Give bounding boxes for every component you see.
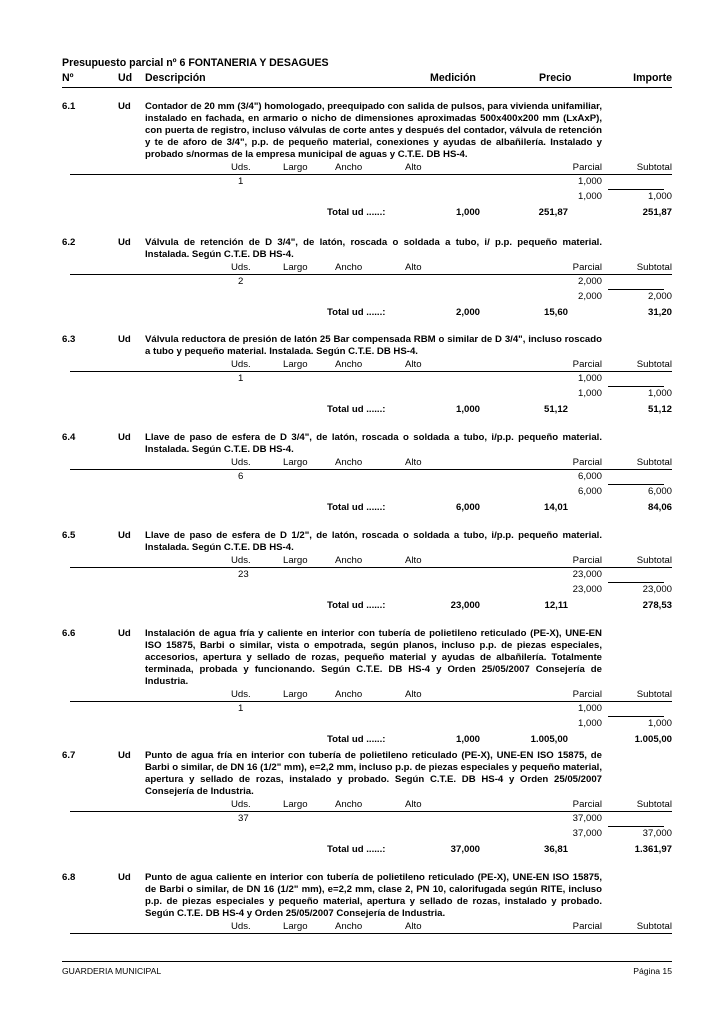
- meas-header-largo: Largo: [283, 457, 308, 468]
- item-description: Contador de 20 mm (3/4") homologado, preequipado con salida de pulsos, para vivienda unifamiliar, instalado en fachada, en armario o nicho de dimensiones aproximadas 500x400x200 mm (LxAxP), con puerta de registro, incluso válvulas de corte antes y después del contador, válvula de retención y te de aforo de 3/4", p.p. de pequeño material, conexiones y ayudas de albañilería. Instalado y probado s/normas de la empresa municipal de aguas y C.T.E. DB HS-4.: [145, 101, 602, 160]
- total-medicion: 6,000: [455, 502, 480, 513]
- meas-header-uds: Uds.: [231, 262, 251, 273]
- subtotal-rule: [608, 716, 664, 717]
- meas-header-alto: Alto: [405, 262, 422, 273]
- col-header-precio: Precio: [539, 72, 572, 84]
- total-label: Total ud ......:: [327, 207, 386, 218]
- subtotal-row: [0, 828, 728, 840]
- measurement-row: [0, 813, 728, 825]
- subtotal-row: [0, 584, 728, 596]
- meas-header-alto: Alto: [405, 457, 422, 468]
- measurement-rule: [70, 567, 672, 568]
- meas-subtotal: 23,000: [642, 584, 672, 595]
- total-row: [0, 404, 728, 416]
- meas-header-subtotal: Subtotal: [636, 359, 672, 370]
- item-description: Punto de agua fría en interior con tubería de polietileno reticulado (PE-X), UNE-EN ISO 15875, de Barbi o similar, de DN 16 (1/2" mm), e=2,2 mm, incluso p.p. de piezas especiales y pequeño material, apertura y sellado de rozas, instalado y probado. Según C.T.E. DB HS-4 y Orden 25/05/2007 Consejería de Industria.: [145, 750, 602, 797]
- subtotal-row: [0, 388, 728, 400]
- meas-header-parcial: Parcial: [572, 162, 602, 173]
- meas-header-parcial: Parcial: [572, 359, 602, 370]
- subtotal-row: [0, 191, 728, 203]
- measurement-rule: [70, 274, 672, 275]
- header-rule: [62, 87, 672, 88]
- meas-header-alto: Alto: [405, 555, 422, 566]
- meas-subtotal: 1,000: [647, 388, 672, 399]
- meas-header-subtotal: Subtotal: [636, 689, 672, 700]
- measurement-header: [0, 555, 728, 567]
- total-importe: 1.361,97: [634, 844, 672, 855]
- meas-header-ancho: Ancho: [335, 689, 363, 700]
- meas-header-alto: Alto: [405, 359, 422, 370]
- item-description: Llave de paso de esfera de D 1/2", de latón, roscada o soldada a tubo, i/p.p. pequeño material. Instalada. Según C.T.E. DB HS-4.: [145, 530, 602, 553]
- meas-parcial-sum: 23,000: [572, 584, 602, 595]
- item-number: 6.4: [62, 432, 76, 443]
- item-description: Punto de agua caliente en interior con tubería de polietileno reticulado (PE-X), UNE-EN ISO 15875, de Barbi o similar, de DN 16 (1/2" mm), e=2,2 mm, clase 2, PN 10, calorifugada según RITE, incluso p.p. de piezas especiales y pequeño material, apertura y sellado de rozas, instalado y probado. Según C.T.E. DB HS-4 y Orden 25/05/2007 Consejería de Industria.: [145, 872, 602, 919]
- footer-page-number: Página 15: [633, 966, 672, 976]
- col-header-num: Nº: [62, 72, 74, 84]
- subtotal-rule: [608, 289, 664, 290]
- total-row: [0, 502, 728, 514]
- meas-header-largo: Largo: [283, 555, 308, 566]
- meas-subtotal: 1,000: [647, 191, 672, 202]
- meas-parcial-sum: 1,000: [577, 191, 602, 202]
- total-precio: 15,60: [543, 307, 568, 318]
- subtotal-row: [0, 486, 728, 498]
- meas-uds: 1: [238, 373, 244, 384]
- meas-uds: 37: [238, 813, 249, 824]
- item-description: Llave de paso de esfera de D 3/4", de latón, roscada o soldada a tubo, i/p.p. pequeño material. Instalada. Según C.T.E. DB HS-4.: [145, 432, 602, 455]
- total-row: [0, 600, 728, 612]
- total-importe: 251,87: [642, 207, 672, 218]
- meas-header-ancho: Ancho: [335, 262, 363, 273]
- footer-project-name: GUARDERIA MUNICIPAL: [62, 966, 162, 976]
- meas-header-uds: Uds.: [231, 555, 251, 566]
- measurement-header: [0, 457, 728, 469]
- item-unit: Ud: [118, 530, 131, 541]
- total-precio: 14,01: [543, 502, 568, 513]
- meas-header-uds: Uds.: [231, 457, 251, 468]
- measurement-row: [0, 276, 728, 288]
- col-header-ud: Ud: [118, 72, 133, 84]
- meas-uds: 2: [238, 276, 244, 287]
- total-label: Total ud ......:: [327, 307, 386, 318]
- meas-parcial-sum: 37,000: [572, 828, 602, 839]
- meas-header-ancho: Ancho: [335, 921, 363, 932]
- total-row: [0, 734, 728, 746]
- total-label: Total ud ......:: [327, 734, 386, 745]
- meas-header-alto: Alto: [405, 799, 422, 810]
- meas-parcial: 1,000: [577, 176, 602, 187]
- item-number: 6.7: [62, 750, 76, 761]
- total-medicion: 1,000: [455, 207, 480, 218]
- measurement-row: [0, 703, 728, 715]
- meas-header-parcial: Parcial: [572, 921, 602, 932]
- item-unit: Ud: [118, 432, 131, 443]
- item-unit: Ud: [118, 334, 131, 345]
- meas-header-largo: Largo: [283, 359, 308, 370]
- item-unit: Ud: [118, 872, 131, 883]
- subtotal-rule: [608, 826, 664, 827]
- measurement-header: [0, 262, 728, 274]
- meas-uds: 23: [238, 569, 249, 580]
- subtotal-rule: [608, 582, 664, 583]
- meas-header-subtotal: Subtotal: [636, 555, 672, 566]
- item-number: 6.2: [62, 237, 76, 248]
- meas-parcial-sum: 6,000: [577, 486, 602, 497]
- meas-parcial-sum: 1,000: [577, 388, 602, 399]
- meas-header-largo: Largo: [283, 162, 308, 173]
- total-label: Total ud ......:: [327, 844, 386, 855]
- meas-header-uds: Uds.: [231, 689, 251, 700]
- item-number: 6.5: [62, 530, 76, 541]
- measurement-header: [0, 689, 728, 701]
- item-number: 6.3: [62, 334, 76, 345]
- item-unit: Ud: [118, 750, 131, 761]
- meas-header-parcial: Parcial: [572, 457, 602, 468]
- total-label: Total ud ......:: [327, 600, 386, 611]
- meas-header-ancho: Ancho: [335, 457, 363, 468]
- meas-parcial: 1,000: [577, 703, 602, 714]
- measurement-header: [0, 162, 728, 174]
- total-medicion: 23,000: [450, 600, 480, 611]
- total-medicion: 1,000: [455, 734, 480, 745]
- item-unit: Ud: [118, 628, 131, 639]
- meas-header-largo: Largo: [283, 262, 308, 273]
- meas-uds: 6: [238, 471, 244, 482]
- subtotal-row: [0, 718, 728, 730]
- total-importe: 278,53: [642, 600, 672, 611]
- subtotal-rule: [608, 189, 664, 190]
- subtotal-row: [0, 291, 728, 303]
- meas-header-subtotal: Subtotal: [636, 457, 672, 468]
- meas-header-largo: Largo: [283, 799, 308, 810]
- col-header-importe: Importe: [633, 72, 672, 84]
- total-precio: 251,87: [538, 207, 568, 218]
- meas-header-alto: Alto: [405, 162, 422, 173]
- item-description: Instalación de agua fría y caliente en interior con tubería de polietileno reticulado (PE-X), UNE-EN ISO 15875, Barbi o similar, vista o empotrada, según planos, incluso p.p. de piezas especiales, accesorios, apertura y sellado de rozas, pequeño material y ayudas de albañilería. Totalmente terminada, probada y funcionando. Según C.T.E. DB HS-4 y Orden 25/05/2007 Consejería de Industria.: [145, 628, 602, 687]
- item-unit: Ud: [118, 101, 131, 112]
- meas-header-ancho: Ancho: [335, 799, 363, 810]
- meas-header-subtotal: Subtotal: [636, 262, 672, 273]
- meas-parcial: 37,000: [572, 813, 602, 824]
- meas-header-subtotal: Subtotal: [636, 162, 672, 173]
- meas-parcial-sum: 2,000: [577, 291, 602, 302]
- total-medicion: 2,000: [455, 307, 480, 318]
- meas-header-uds: Uds.: [231, 162, 251, 173]
- meas-subtotal: 6,000: [647, 486, 672, 497]
- measurement-rule: [70, 469, 672, 470]
- total-precio: 51,12: [543, 404, 568, 415]
- footer-rule: [62, 961, 672, 962]
- meas-header-parcial: Parcial: [572, 555, 602, 566]
- total-precio: 1.005,00: [530, 734, 568, 745]
- item-description: Válvula de retención de D 3/4", de latón, roscada o soldada a tubo, i/ p.p. pequeño material. Instalada. Según C.T.E. DB HS-4.: [145, 237, 602, 260]
- total-precio: 36,81: [543, 844, 568, 855]
- total-medicion: 37,000: [450, 844, 480, 855]
- meas-header-largo: Largo: [283, 921, 308, 932]
- subtotal-rule: [608, 386, 664, 387]
- total-importe: 51,12: [647, 404, 672, 415]
- subtotal-rule: [608, 484, 664, 485]
- measurement-rule: [70, 174, 672, 175]
- meas-header-parcial: Parcial: [572, 262, 602, 273]
- total-label: Total ud ......:: [327, 404, 386, 415]
- meas-header-parcial: Parcial: [572, 799, 602, 810]
- total-row: [0, 307, 728, 319]
- meas-header-ancho: Ancho: [335, 555, 363, 566]
- item-number: 6.6: [62, 628, 76, 639]
- meas-header-alto: Alto: [405, 689, 422, 700]
- item-number: 6.8: [62, 872, 76, 883]
- meas-header-uds: Uds.: [231, 921, 251, 932]
- measurement-rule: [70, 371, 672, 372]
- total-importe: 31,20: [647, 307, 672, 318]
- measurement-row: [0, 176, 728, 188]
- total-row: [0, 844, 728, 856]
- meas-uds: 1: [238, 176, 244, 187]
- measurement-row: [0, 373, 728, 385]
- col-header-desc: Descripción: [145, 72, 206, 84]
- meas-header-largo: Largo: [283, 689, 308, 700]
- total-importe: 84,06: [647, 502, 672, 513]
- item-number: 6.1: [62, 101, 76, 112]
- total-row: [0, 207, 728, 219]
- measurement-row: [0, 471, 728, 483]
- meas-header-uds: Uds.: [231, 359, 251, 370]
- meas-header-parcial: Parcial: [572, 689, 602, 700]
- measurement-header: [0, 359, 728, 371]
- meas-header-ancho: Ancho: [335, 359, 363, 370]
- meas-subtotal: 1,000: [647, 718, 672, 729]
- meas-header-alto: Alto: [405, 921, 422, 932]
- meas-subtotal: 2,000: [647, 291, 672, 302]
- measurement-rule: [70, 811, 672, 812]
- measurement-rule: [70, 933, 672, 934]
- total-label: Total ud ......:: [327, 502, 386, 513]
- meas-header-uds: Uds.: [231, 799, 251, 810]
- meas-parcial: 23,000: [572, 569, 602, 580]
- measurement-row: [0, 569, 728, 581]
- measurement-header: [0, 799, 728, 811]
- meas-uds: 1: [238, 703, 244, 714]
- meas-header-ancho: Ancho: [335, 162, 363, 173]
- meas-parcial: 2,000: [577, 276, 602, 287]
- measurement-rule: [70, 701, 672, 702]
- meas-parcial-sum: 1,000: [577, 718, 602, 729]
- measurement-header: [0, 921, 728, 933]
- page-title: Presupuesto parcial nº 6 FONTANERIA Y DESAGUES: [62, 57, 329, 69]
- item-description: Válvula reductora de presión de latón 25 Bar compensada RBM o similar de D 3/4", incluso roscado a tubo y pequeño material. Instalada. Según C.T.E. DB HS-4.: [145, 334, 602, 357]
- meas-header-subtotal: Subtotal: [636, 921, 672, 932]
- meas-parcial: 6,000: [577, 471, 602, 482]
- meas-parcial: 1,000: [577, 373, 602, 384]
- total-precio: 12,11: [544, 600, 568, 611]
- meas-subtotal: 37,000: [642, 828, 672, 839]
- item-unit: Ud: [118, 237, 131, 248]
- col-header-medicion: Medición: [430, 72, 476, 84]
- total-importe: 1.005,00: [634, 734, 672, 745]
- meas-header-subtotal: Subtotal: [636, 799, 672, 810]
- total-medicion: 1,000: [455, 404, 480, 415]
